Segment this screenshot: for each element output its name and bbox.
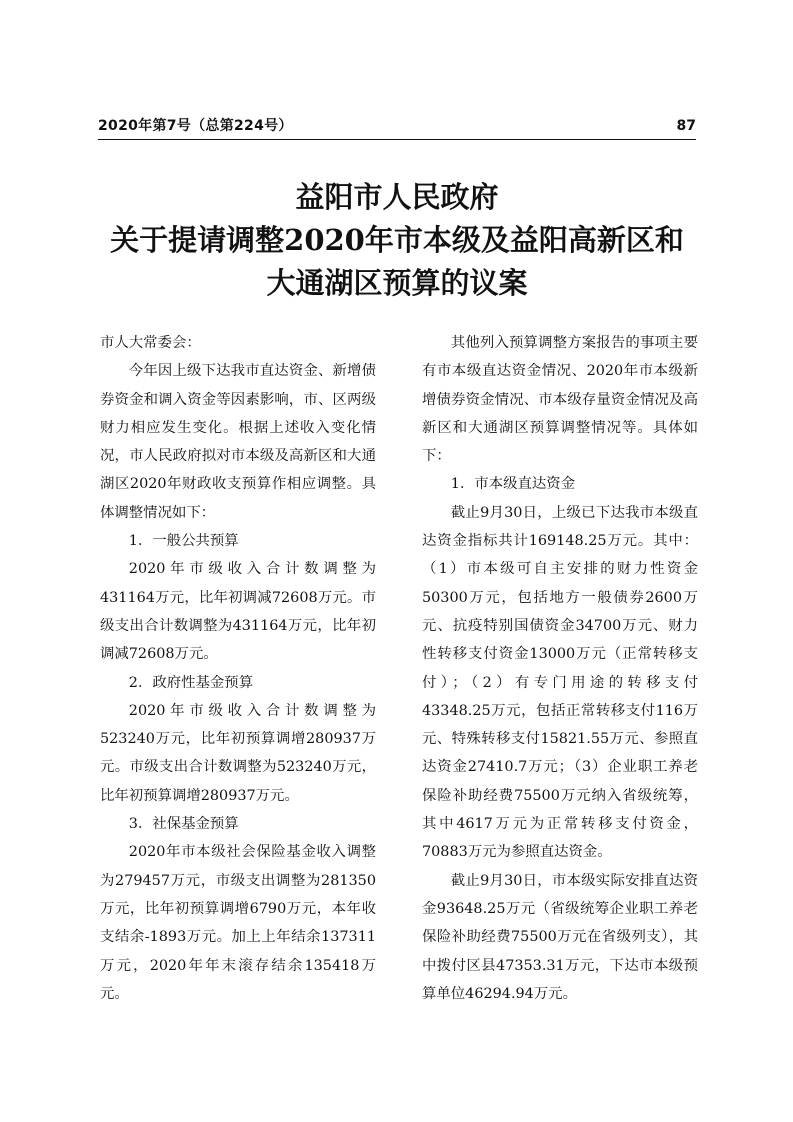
page-number: 87 (676, 118, 696, 134)
section-heading-direct-funds: 1．市本级直达资金 (450, 476, 576, 493)
salutation: 市人大常委会： (100, 335, 201, 351)
general-budget-paragraph: 2020年市级收入合计数调整为431164万元，比年初调减72608万元。市级支出合计数调整为431164万元，比年初调减72608万元。 (100, 561, 376, 663)
running-header (98, 116, 696, 136)
issue-label: 2020年第7号（总第224号） (98, 118, 293, 134)
direct-funds-paragraph: 截止9月30日，上级已下达我市本级直达资金指标共计169148.25万元。其中：（1）市本级可自主安排的财力性资金50300万元，包括地方一般债券2600万元、抗疫特别国债资金34700万元、财力性转移支付资金13000万元（正常转移支付）；（2）有专门用途的转移支付43348.25万元，包括正常转移支付116万元、特殊转移支付15821.55万元、参照直达资金27410.7万元；（3）企业职工养老保险补助经费75500万元纳入省级统筹，其中4617万元为正常转移支付资金，70883万元为参照直达资金。 (422, 504, 698, 861)
section-heading-fund-budget: 2．政府性基金预算 (128, 674, 254, 691)
social-security-budget-paragraph: 2020年市本级社会保险基金收入调整为279457万元，市级支出调整为281350万元，比年初预算调增6790万元，本年收支结余-1893万元。加上上年结余137311万元，2020年年末滚存结余135418万元。 (100, 844, 376, 1002)
title-line-1: 益阳市人民政府 (295, 180, 499, 214)
section-heading-general-budget: 1．一般公共预算 (128, 533, 239, 550)
direct-funds-arrangement-paragraph: 截止9月30日，市本级实际安排直达资金93648.25万元（省级统筹企业职工养老保险补助经费75500万元在省级列支），其中拨付区县47353.31万元，下达市本级预算单位46294.94万元。 (422, 872, 698, 1002)
header-divider (98, 139, 696, 140)
other-items-paragraph: 其他列入预算调整方案报告的事项主要有市本级直达资金情况、2020年市本级新增债券资金情况、市本级存量资金情况及高新区和大通湖区预算调整情况等。具体如下： (422, 335, 698, 465)
document-title (98, 176, 696, 305)
title-line-3: 大通湖区预算的议案 (266, 266, 528, 300)
section-heading-social-security-budget: 3．社保基金预算 (128, 816, 239, 833)
left-column (100, 329, 376, 1008)
title-line-2: 关于提请调整2020年市本级及益阳高新区和 (110, 223, 684, 257)
fund-budget-paragraph: 2020年市级收入合计数调整为523240万元，比年初预算调增280937万元。市级支出合计数调整为523240万元，比年初预算调增280937万元。 (100, 702, 376, 804)
intro-paragraph: 今年因上级下达我市直达资金、新增债券资金和调入资金等因素影响，市、区两级财力相应发生变化。根据上述收入变化情况，市人民政府拟对市本级及高新区和大通湖区2020年财政收支预算作相应调整。具体调整情况如下： (100, 363, 376, 521)
right-column (422, 329, 698, 1008)
